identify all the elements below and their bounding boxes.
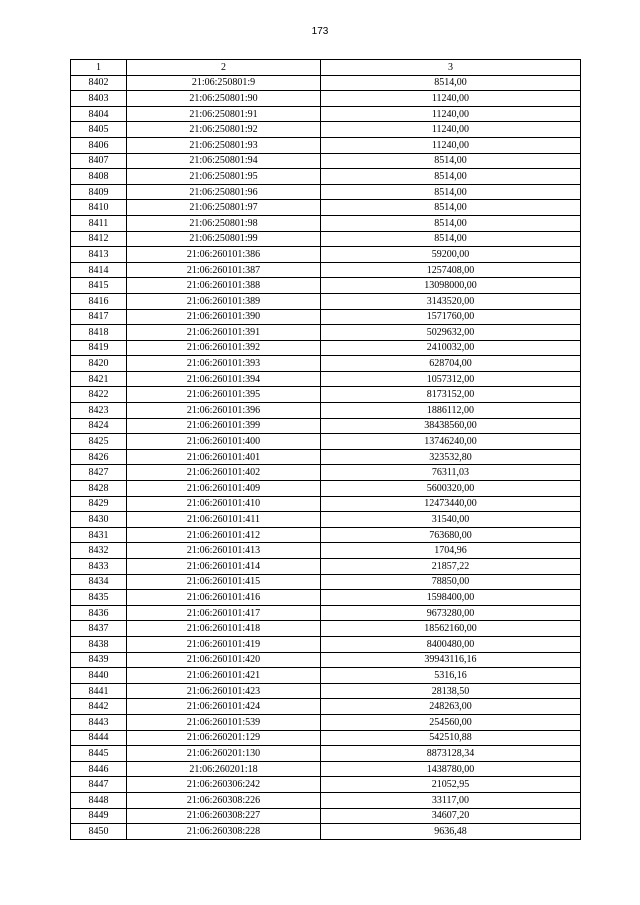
row-number-cell: 8417 xyxy=(71,309,127,325)
table-row xyxy=(71,169,581,185)
row-number-cell: 8444 xyxy=(71,730,127,746)
value-cell: 1598400,00 xyxy=(321,590,581,606)
row-number-cell: 8434 xyxy=(71,574,127,590)
row-number-cell: 8402 xyxy=(71,75,127,91)
page-number: 173 xyxy=(311,26,329,37)
value-cell: 31540,00 xyxy=(321,512,581,528)
value-cell: 9673280,00 xyxy=(321,605,581,621)
row-number-cell: 8425 xyxy=(71,434,127,450)
table-row xyxy=(71,668,581,684)
table-row xyxy=(71,309,581,325)
cadastral-number-cell: 21:06:260101:395 xyxy=(127,387,321,403)
cadastral-number-cell: 21:06:260101:415 xyxy=(127,574,321,590)
table-row xyxy=(71,824,581,840)
value-cell: 18562160,00 xyxy=(321,621,581,637)
row-number-cell: 8404 xyxy=(71,106,127,122)
value-cell: 13746240,00 xyxy=(321,434,581,450)
table-row xyxy=(71,153,581,169)
row-number-cell: 8412 xyxy=(71,231,127,247)
value-cell: 11240,00 xyxy=(321,106,581,122)
table-row xyxy=(71,559,581,575)
table-row xyxy=(71,746,581,762)
value-cell: 33117,00 xyxy=(321,792,581,808)
value-cell: 8873128,34 xyxy=(321,746,581,762)
cadastral-number-cell: 21:06:260101:396 xyxy=(127,403,321,419)
row-number-cell: 8423 xyxy=(71,403,127,419)
cadastral-number-cell: 21:06:260101:387 xyxy=(127,262,321,278)
value-cell: 1704,96 xyxy=(321,543,581,559)
value-cell: 8514,00 xyxy=(321,75,581,91)
row-number-cell: 8426 xyxy=(71,449,127,465)
cadastral-number-cell: 21:06:260101:392 xyxy=(127,340,321,356)
table-row xyxy=(71,465,581,481)
value-cell: 21052,95 xyxy=(321,777,581,793)
value-cell: 254560,00 xyxy=(321,714,581,730)
value-cell: 11240,00 xyxy=(321,122,581,138)
row-number-cell: 8428 xyxy=(71,481,127,497)
cadastral-number-cell: 21:06:260101:390 xyxy=(127,309,321,325)
table-row xyxy=(71,777,581,793)
row-number-cell: 8447 xyxy=(71,777,127,793)
table-row xyxy=(71,683,581,699)
row-number-cell: 8440 xyxy=(71,668,127,684)
row-number-cell: 8406 xyxy=(71,137,127,153)
table-row xyxy=(71,512,581,528)
table-row xyxy=(71,91,581,107)
table-row xyxy=(71,122,581,138)
table-row xyxy=(71,449,581,465)
value-cell: 5316,16 xyxy=(321,668,581,684)
table-row xyxy=(71,481,581,497)
cadastral-number-cell: 21:06:260101:391 xyxy=(127,325,321,341)
table-row xyxy=(71,574,581,590)
table-body xyxy=(71,75,581,839)
cadastral-number-cell: 21:06:260101:402 xyxy=(127,465,321,481)
row-number-cell: 8422 xyxy=(71,387,127,403)
table-row xyxy=(71,652,581,668)
table-row xyxy=(71,278,581,294)
row-number-cell: 8433 xyxy=(71,559,127,575)
value-cell: 28138,50 xyxy=(321,683,581,699)
cadastral-number-cell: 21:06:260308:227 xyxy=(127,808,321,824)
row-number-cell: 8415 xyxy=(71,278,127,294)
cadastral-number-cell: 21:06:260101:400 xyxy=(127,434,321,450)
table-row xyxy=(71,231,581,247)
table-row xyxy=(71,403,581,419)
row-number-cell: 8450 xyxy=(71,824,127,840)
cadastral-number-cell: 21:06:260308:226 xyxy=(127,792,321,808)
row-number-cell: 8405 xyxy=(71,122,127,138)
table-row xyxy=(71,340,581,356)
value-cell: 323532,80 xyxy=(321,449,581,465)
cadastral-number-cell: 21:06:260101:386 xyxy=(127,247,321,263)
cadastral-number-cell: 21:06:260101:419 xyxy=(127,636,321,652)
row-number-cell: 8432 xyxy=(71,543,127,559)
row-number-cell: 8437 xyxy=(71,621,127,637)
table-row xyxy=(71,418,581,434)
cadastral-number-cell: 21:06:260101:416 xyxy=(127,590,321,606)
cadastral-number-cell: 21:06:260101:413 xyxy=(127,543,321,559)
cadastral-number-cell: 21:06:250801:92 xyxy=(127,122,321,138)
table-row xyxy=(71,621,581,637)
cadastral-number-cell: 21:06:260101:388 xyxy=(127,278,321,294)
row-number-cell: 8413 xyxy=(71,247,127,263)
value-cell: 1886112,00 xyxy=(321,403,581,419)
table-row xyxy=(71,699,581,715)
row-number-cell: 8411 xyxy=(71,215,127,231)
value-cell: 38438560,00 xyxy=(321,418,581,434)
table-row xyxy=(71,247,581,263)
table-row xyxy=(71,262,581,278)
row-number-cell: 8408 xyxy=(71,169,127,185)
row-number-cell: 8431 xyxy=(71,527,127,543)
value-cell: 628704,00 xyxy=(321,356,581,372)
cadastral-number-cell: 21:06:260101:423 xyxy=(127,683,321,699)
table-row xyxy=(71,434,581,450)
cadastral-number-cell: 21:06:260101:539 xyxy=(127,714,321,730)
value-cell: 2410032,00 xyxy=(321,340,581,356)
row-number-cell: 8424 xyxy=(71,418,127,434)
registry-table xyxy=(70,59,581,840)
value-cell: 8173152,00 xyxy=(321,387,581,403)
cadastral-number-cell: 21:06:250801:91 xyxy=(127,106,321,122)
value-cell: 13098000,00 xyxy=(321,278,581,294)
cadastral-number-cell: 21:06:260201:129 xyxy=(127,730,321,746)
row-number-cell: 8429 xyxy=(71,496,127,512)
row-number-cell: 8443 xyxy=(71,714,127,730)
table-row xyxy=(71,761,581,777)
value-cell: 9636,48 xyxy=(321,824,581,840)
row-number-cell: 8420 xyxy=(71,356,127,372)
cadastral-number-cell: 21:06:250801:96 xyxy=(127,184,321,200)
cadastral-number-cell: 21:06:260101:421 xyxy=(127,668,321,684)
value-cell: 11240,00 xyxy=(321,91,581,107)
row-number-cell: 8449 xyxy=(71,808,127,824)
value-cell: 12473440,00 xyxy=(321,496,581,512)
value-cell: 8400480,00 xyxy=(321,636,581,652)
table-row xyxy=(71,496,581,512)
value-cell: 248263,00 xyxy=(321,699,581,715)
table-row xyxy=(71,808,581,824)
cadastral-number-cell: 21:06:260308:228 xyxy=(127,824,321,840)
header-row xyxy=(71,60,581,76)
row-number-cell: 8410 xyxy=(71,200,127,216)
row-number-cell: 8446 xyxy=(71,761,127,777)
table-row xyxy=(71,325,581,341)
value-cell: 763680,00 xyxy=(321,527,581,543)
cadastral-number-cell: 21:06:250801:99 xyxy=(127,231,321,247)
row-number-cell: 8439 xyxy=(71,652,127,668)
cadastral-number-cell: 21:06:260101:394 xyxy=(127,371,321,387)
table-row xyxy=(71,387,581,403)
table-row xyxy=(71,590,581,606)
value-cell: 5600320,00 xyxy=(321,481,581,497)
cadastral-number-cell: 21:06:260101:393 xyxy=(127,356,321,372)
row-number-cell: 8427 xyxy=(71,465,127,481)
cadastral-number-cell: 21:06:260201:130 xyxy=(127,746,321,762)
value-cell: 8514,00 xyxy=(321,169,581,185)
cadastral-number-cell: 21:06:260101:399 xyxy=(127,418,321,434)
row-number-cell: 8409 xyxy=(71,184,127,200)
row-number-cell: 8438 xyxy=(71,636,127,652)
cadastral-number-cell: 21:06:260306:242 xyxy=(127,777,321,793)
value-cell: 8514,00 xyxy=(321,200,581,216)
value-cell: 8514,00 xyxy=(321,153,581,169)
value-cell: 76311,03 xyxy=(321,465,581,481)
table-row xyxy=(71,137,581,153)
table-row xyxy=(71,106,581,122)
row-number-cell: 8419 xyxy=(71,340,127,356)
cadastral-number-cell: 21:06:250801:90 xyxy=(127,91,321,107)
value-cell: 34607,20 xyxy=(321,808,581,824)
table-row xyxy=(71,527,581,543)
cadastral-number-cell: 21:06:260101:414 xyxy=(127,559,321,575)
table-row xyxy=(71,636,581,652)
row-number-cell: 8421 xyxy=(71,371,127,387)
row-number-cell: 8407 xyxy=(71,153,127,169)
cadastral-number-cell: 21:06:250801:95 xyxy=(127,169,321,185)
row-number-cell: 8414 xyxy=(71,262,127,278)
table-row xyxy=(71,792,581,808)
value-cell: 1257408,00 xyxy=(321,262,581,278)
value-cell: 542510,88 xyxy=(321,730,581,746)
cadastral-number-cell: 21:06:260101:409 xyxy=(127,481,321,497)
cadastral-number-cell: 21:06:260101:389 xyxy=(127,293,321,309)
cadastral-number-cell: 21:06:260101:412 xyxy=(127,527,321,543)
table-row xyxy=(71,215,581,231)
value-cell: 1438780,00 xyxy=(321,761,581,777)
value-cell: 8514,00 xyxy=(321,215,581,231)
table-row xyxy=(71,605,581,621)
cadastral-number-cell: 21:06:260101:410 xyxy=(127,496,321,512)
table-row xyxy=(71,200,581,216)
cadastral-number-cell: 21:06:260101:418 xyxy=(127,621,321,637)
row-number-cell: 8448 xyxy=(71,792,127,808)
cadastral-number-cell: 21:06:260101:417 xyxy=(127,605,321,621)
cadastral-number-cell: 21:06:260101:424 xyxy=(127,699,321,715)
value-cell: 1571760,00 xyxy=(321,309,581,325)
table-row xyxy=(71,730,581,746)
table-header xyxy=(71,60,581,76)
cadastral-number-cell: 21:06:250801:98 xyxy=(127,215,321,231)
column-header-1: 1 xyxy=(71,60,127,76)
row-number-cell: 8403 xyxy=(71,91,127,107)
value-cell: 39943116,16 xyxy=(321,652,581,668)
table-row xyxy=(71,184,581,200)
row-number-cell: 8418 xyxy=(71,325,127,341)
cadastral-number-cell: 21:06:260201:18 xyxy=(127,761,321,777)
value-cell: 21857,22 xyxy=(321,559,581,575)
value-cell: 3143520,00 xyxy=(321,293,581,309)
row-number-cell: 8436 xyxy=(71,605,127,621)
value-cell: 8514,00 xyxy=(321,184,581,200)
table-row xyxy=(71,371,581,387)
cadastral-number-cell: 21:06:250801:93 xyxy=(127,137,321,153)
table-row xyxy=(71,714,581,730)
value-cell: 1057312,00 xyxy=(321,371,581,387)
value-cell: 5029632,00 xyxy=(321,325,581,341)
row-number-cell: 8435 xyxy=(71,590,127,606)
row-number-cell: 8441 xyxy=(71,683,127,699)
value-cell: 59200,00 xyxy=(321,247,581,263)
row-number-cell: 8416 xyxy=(71,293,127,309)
cadastral-number-cell: 21:06:260101:420 xyxy=(127,652,321,668)
table-row xyxy=(71,75,581,91)
row-number-cell: 8442 xyxy=(71,699,127,715)
value-cell: 8514,00 xyxy=(321,231,581,247)
value-cell: 11240,00 xyxy=(321,137,581,153)
cadastral-number-cell: 21:06:250801:9 xyxy=(127,75,321,91)
cadastral-number-cell: 21:06:260101:411 xyxy=(127,512,321,528)
row-number-cell: 8430 xyxy=(71,512,127,528)
table-row xyxy=(71,543,581,559)
row-number-cell: 8445 xyxy=(71,746,127,762)
table-row xyxy=(71,293,581,309)
value-cell: 78850,00 xyxy=(321,574,581,590)
column-header-3: 3 xyxy=(321,60,581,76)
column-header-2: 2 xyxy=(127,60,321,76)
cadastral-number-cell: 21:06:260101:401 xyxy=(127,449,321,465)
cadastral-number-cell: 21:06:250801:97 xyxy=(127,200,321,216)
table-row xyxy=(71,356,581,372)
cadastral-number-cell: 21:06:250801:94 xyxy=(127,153,321,169)
